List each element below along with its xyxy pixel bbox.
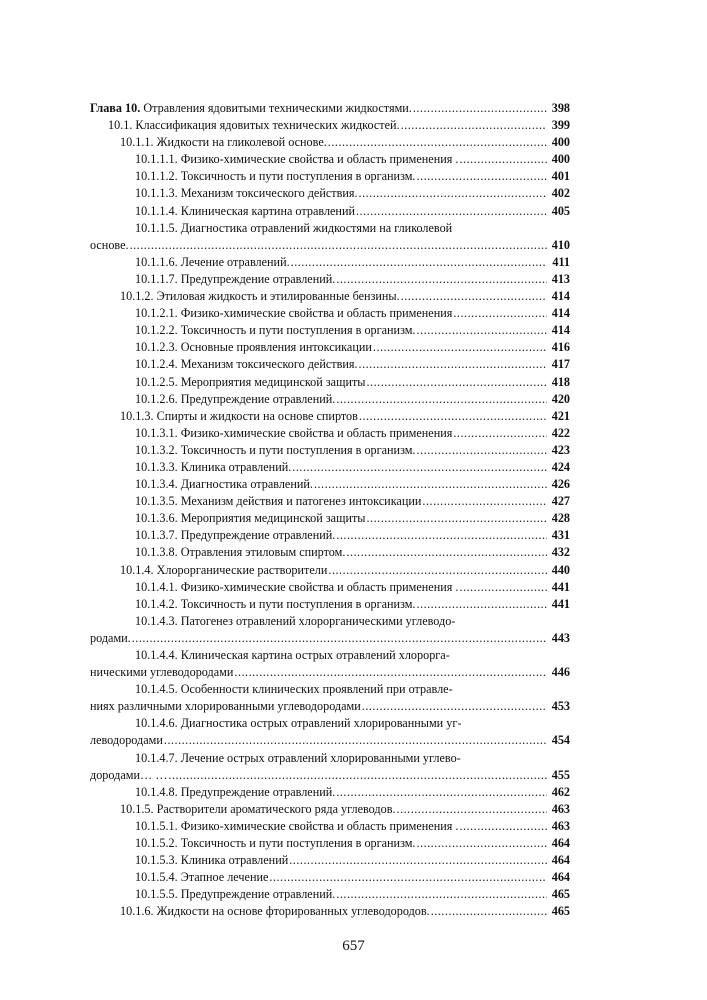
dot-leader bbox=[289, 852, 547, 869]
toc-entry-title: 10.1.3.5. Механизм действия и патогенез интоксикации bbox=[135, 494, 422, 509]
toc-entry-page: 464 bbox=[551, 870, 570, 885]
toc-entry-title: 10.1.3.8. Отравления этиловым спиртом. bbox=[135, 545, 346, 560]
toc-entry bbox=[90, 442, 570, 459]
toc-entry-title-line2: родами. bbox=[90, 630, 131, 645]
dot-leader bbox=[367, 510, 548, 527]
toc-entry bbox=[90, 151, 570, 168]
dot-leader bbox=[292, 459, 547, 476]
toc-entry bbox=[90, 185, 570, 202]
dot-leader bbox=[336, 391, 547, 408]
toc-entry bbox=[90, 356, 570, 373]
toc-entry bbox=[90, 681, 570, 715]
toc-entry-page: 455 bbox=[551, 767, 570, 782]
toc-entry-title: 10.1.1.7. Предупреждение отравлений. bbox=[135, 271, 336, 286]
dot-leader bbox=[397, 801, 547, 818]
toc-entry bbox=[90, 408, 570, 425]
toc-entry bbox=[90, 288, 570, 305]
toc-entry-page: 432 bbox=[551, 545, 570, 560]
toc-entry-title-line1: 10.1.4.7. Лечение острых отравлений хлорированными углево- bbox=[135, 750, 461, 765]
toc-entry-page: 465 bbox=[551, 904, 570, 919]
toc-entry-title: 10.1.1.3. Механизм токсического действия. bbox=[135, 186, 358, 201]
toc-entry-title: 10.1.3.4. Диагностика отравлений. bbox=[135, 477, 313, 492]
toc-entry-title: 10.1.3.7. Предупреждение отравлений. bbox=[135, 528, 336, 543]
toc-entry bbox=[90, 869, 570, 886]
toc-entry-page: 399 bbox=[551, 118, 570, 133]
dot-leader bbox=[132, 630, 547, 647]
toc-entry-title: 10.1.1. Жидкости на гликолевой основе. bbox=[120, 135, 327, 150]
toc-entry bbox=[90, 493, 570, 510]
toc-entry-title: 10.1.5.2. Токсичность и пути поступления в организм. bbox=[135, 836, 416, 851]
toc-entry-title-line2: ническими углеводородами bbox=[90, 665, 234, 680]
dot-leader bbox=[416, 596, 547, 613]
dot-leader bbox=[328, 562, 547, 579]
dot-leader bbox=[234, 664, 547, 681]
toc-entry bbox=[90, 476, 570, 493]
toc-entry-page: 416 bbox=[551, 340, 570, 355]
toc-entry bbox=[90, 818, 570, 835]
toc-entry-page: 417 bbox=[551, 357, 570, 372]
toc-entry-title: 10.1.1.4. Клиническая картина отравлений bbox=[135, 203, 355, 218]
toc-entry-title: 10.1.2.1. Физико-химические свойства и область применения bbox=[135, 306, 453, 321]
toc-entry-title-line1: 10.1.4.4. Клиническая картина острых отравлений хлорорга- bbox=[135, 648, 450, 662]
toc-entry-title: 10.1.3. Спирты и жидкости на основе спиртов bbox=[120, 408, 358, 423]
toc-entry bbox=[90, 835, 570, 852]
toc-entry bbox=[90, 596, 570, 613]
toc-entry-title: 10.1.2.2. Токсичность и пути поступления в организм. bbox=[135, 323, 416, 338]
toc-entry bbox=[90, 510, 570, 527]
toc-entry-page: 453 bbox=[551, 699, 570, 714]
toc-entry bbox=[90, 203, 570, 220]
toc-entry-page: 421 bbox=[551, 408, 570, 423]
dot-leader bbox=[413, 100, 547, 117]
dot-leader bbox=[130, 237, 547, 254]
dot-leader bbox=[362, 698, 547, 715]
toc-entry bbox=[90, 254, 570, 271]
dot-leader bbox=[356, 203, 547, 220]
toc-entry-title: 10.1.5.1. Физико-химические свойства и область применения . bbox=[135, 818, 459, 833]
dot-leader bbox=[359, 356, 547, 373]
dot-leader bbox=[459, 151, 547, 168]
toc-entry bbox=[90, 425, 570, 442]
toc-entry-page: 413 bbox=[551, 271, 570, 286]
dot-leader bbox=[336, 784, 547, 801]
toc-entry-page: 446 bbox=[551, 665, 570, 680]
toc-entry-page: 423 bbox=[551, 442, 570, 457]
toc-entry-title: 10.1. Классификация ядовитых технических жидкостей. bbox=[108, 118, 400, 133]
toc-entry-title: 10.1.3.2. Токсичность и пути поступления в организм. bbox=[135, 442, 416, 457]
toc-entry-page: 440 bbox=[551, 562, 570, 577]
toc-entry-page: 422 bbox=[551, 425, 570, 440]
toc-entry-title: 10.1.2.6. Предупреждение отравлений. bbox=[135, 391, 336, 406]
toc-entry bbox=[90, 801, 570, 818]
dot-leader bbox=[164, 732, 547, 749]
dot-leader bbox=[336, 527, 547, 544]
dot-leader bbox=[373, 339, 547, 356]
toc-entry-title: 10.1.6. Жидкости на основе фторированных углеводородов. bbox=[120, 904, 430, 919]
dot-leader bbox=[269, 869, 547, 886]
toc-entry-title-line2: ниях различными хлорированными углеводородами bbox=[90, 699, 361, 714]
toc-entry-page: 428 bbox=[551, 511, 570, 526]
dot-leader bbox=[459, 579, 547, 596]
toc-entry-page: 462 bbox=[551, 784, 570, 799]
dot-leader bbox=[336, 271, 547, 288]
toc-entry-page: 426 bbox=[551, 477, 570, 492]
toc-entry bbox=[90, 852, 570, 869]
toc-entry-page: 420 bbox=[551, 391, 570, 406]
toc-entry-title: 10.1.2.3. Основные проявления интоксикации bbox=[135, 340, 372, 355]
toc-entry-title: 10.1.3.6. Мероприятия медицинской защиты bbox=[135, 511, 366, 526]
toc-entry bbox=[90, 271, 570, 288]
toc-entry-title-line1: 10.1.4.5. Особенности клинических проявлений при отравле- bbox=[135, 682, 453, 697]
toc-entry-title: 10.1.2. Этиловая жидкость и этилированные бензины. bbox=[120, 289, 400, 304]
toc-entry-title: 10.1.4. Хлорорганические растворители bbox=[120, 562, 328, 577]
toc-entry-page: 454 bbox=[551, 733, 570, 748]
toc-entry-page: 441 bbox=[551, 579, 570, 594]
dot-leader bbox=[367, 374, 548, 391]
dot-leader bbox=[359, 185, 547, 202]
toc-entry bbox=[90, 613, 570, 647]
toc-entry-title: 10.1.1.2. Токсичность и пути поступления в организм. bbox=[135, 169, 416, 184]
toc-entry-page: 411 bbox=[552, 254, 570, 269]
toc-entry-page: 414 bbox=[551, 323, 570, 338]
toc-entry-title: 10.1.3.3. Клиника отравлений. bbox=[135, 459, 292, 474]
toc-entry-page: 401 bbox=[551, 169, 570, 184]
toc-entry-title: 10.1.4.2. Токсичность и пути поступления в организм. bbox=[135, 596, 416, 611]
toc-entry bbox=[90, 322, 570, 339]
dot-leader bbox=[314, 476, 547, 493]
toc-entry-title-line1: 10.1.4.3. Патогенез отравлений хлорорганическими углеводо- bbox=[135, 613, 456, 628]
toc-entry bbox=[90, 579, 570, 596]
toc-entry bbox=[90, 715, 570, 749]
toc-entry-page: 414 bbox=[551, 289, 570, 304]
toc-entry-page: 443 bbox=[551, 630, 570, 645]
toc-entry-page: 465 bbox=[551, 887, 570, 902]
toc-entry-title: 10.1.5. Растворители ароматического ряда углеводов. bbox=[120, 801, 396, 816]
toc-entry bbox=[90, 886, 570, 903]
toc-entry-page: 427 bbox=[551, 494, 570, 509]
toc-entry bbox=[90, 117, 570, 134]
toc-entry bbox=[90, 784, 570, 801]
toc-entry-title-line2: леводородами bbox=[90, 733, 163, 748]
toc-entry-title: 10.1.3.1. Физико-химические свойства и область применения bbox=[135, 425, 453, 440]
toc-entry-title: 10.1.4.8. Предупреждение отравлений. bbox=[135, 784, 336, 799]
dot-leader bbox=[453, 425, 547, 442]
toc-entry bbox=[90, 134, 570, 151]
toc-entry-title-line1: 10.1.1.5. Диагностика отравлений жидкостями на гликолевой bbox=[135, 220, 453, 235]
toc-entry-page: 410 bbox=[551, 237, 570, 252]
dot-leader bbox=[453, 305, 547, 322]
toc-entry bbox=[90, 339, 570, 356]
toc-entry-page: 463 bbox=[551, 818, 570, 833]
toc-entry-page: 463 bbox=[551, 801, 570, 816]
toc-entry-page: 418 bbox=[551, 374, 570, 389]
toc-entry bbox=[90, 647, 570, 681]
toc-entry bbox=[90, 391, 570, 408]
dot-leader bbox=[416, 442, 547, 459]
toc-entry-page: 402 bbox=[551, 186, 570, 201]
dot-leader bbox=[336, 886, 547, 903]
toc-entry bbox=[90, 100, 570, 117]
toc-entry-page: 424 bbox=[551, 459, 570, 474]
dot-leader bbox=[416, 322, 547, 339]
dot-leader bbox=[359, 408, 547, 425]
toc-entry-page: 400 bbox=[551, 135, 570, 150]
toc-entry bbox=[90, 220, 570, 254]
toc-entry-title-line1: 10.1.4.6. Диагностика острых отравлений хлорированными уг- bbox=[135, 716, 462, 731]
toc-entry-title: 10.1.1.1. Физико-химические свойства и область применения . bbox=[135, 152, 459, 167]
toc-entry bbox=[90, 903, 570, 920]
toc-entry-page: 405 bbox=[551, 203, 570, 218]
toc-entry-title: 10.1.5.3. Клиника отравлений bbox=[135, 853, 289, 868]
toc-entry bbox=[90, 305, 570, 322]
toc-entry-page: 464 bbox=[551, 836, 570, 851]
dot-leader bbox=[422, 493, 547, 510]
toc-entry-page: 441 bbox=[551, 596, 570, 611]
chapter-prefix: Глава 10. bbox=[90, 101, 141, 115]
toc-entry-title-line2: основе. bbox=[90, 237, 129, 252]
toc-entry-page: 414 bbox=[551, 306, 570, 321]
toc-entry bbox=[90, 168, 570, 185]
toc-entry-page: 464 bbox=[551, 853, 570, 868]
dot-leader bbox=[431, 903, 547, 920]
toc-entry bbox=[90, 750, 570, 784]
table-of-contents bbox=[90, 100, 570, 921]
dot-leader bbox=[401, 117, 547, 134]
toc-entry-title: 10.1.5.4. Этапное лечение bbox=[135, 870, 269, 885]
toc-entry bbox=[90, 544, 570, 561]
dot-leader bbox=[416, 835, 547, 852]
toc-entry bbox=[90, 374, 570, 391]
toc-entry-title: 10.1.4.1. Физико-химические свойства и область применения . bbox=[135, 579, 459, 594]
toc-entry-page: 400 bbox=[551, 152, 570, 167]
dot-leader bbox=[416, 168, 547, 185]
dot-leader bbox=[168, 767, 547, 784]
toc-entry bbox=[90, 527, 570, 544]
toc-entry-title: 10.1.1.6. Лечение отравлений. bbox=[135, 254, 290, 269]
toc-entry-title: 10.1.5.5. Предупреждение отравлений. bbox=[135, 887, 336, 902]
dot-leader bbox=[291, 254, 547, 271]
dot-leader bbox=[346, 544, 547, 561]
dot-leader bbox=[459, 818, 547, 835]
toc-entry-title: Отравления ядовитыми техническими жидкостями. bbox=[140, 101, 412, 115]
toc-entry-title-line2: дородами… … bbox=[90, 767, 168, 782]
toc-entry-title: 10.1.2.4. Механизм токсического действия. bbox=[135, 357, 358, 372]
dot-leader bbox=[328, 134, 547, 151]
toc-entry bbox=[90, 562, 570, 579]
toc-entry-title: 10.1.2.5. Мероприятия медицинской защиты bbox=[135, 374, 366, 389]
toc-entry-page: 398 bbox=[551, 101, 570, 115]
toc-entry-page: 431 bbox=[551, 528, 570, 543]
toc-entry bbox=[90, 459, 570, 476]
page-number: 657 bbox=[342, 938, 365, 954]
dot-leader bbox=[401, 288, 547, 305]
